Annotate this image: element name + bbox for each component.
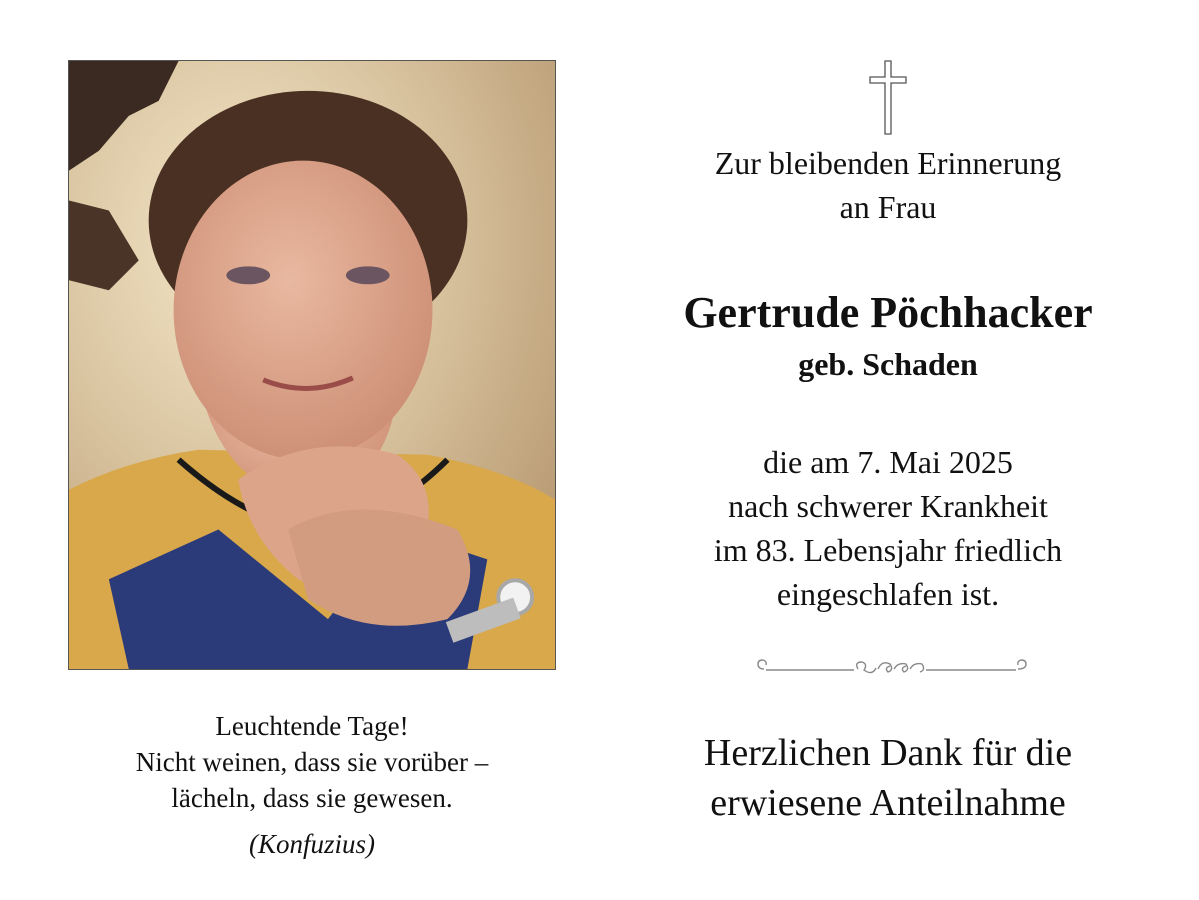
cross-icon [868,60,908,135]
quote-line: Leuchtende Tage! [215,711,409,741]
maiden-name: geb. Schaden [798,346,978,382]
thanks-line: Herzlichen Dank für die [703,732,1073,774]
thanks-message [620,728,1156,828]
death-line: eingeschlafen ist. [776,576,1000,612]
intro-line: an Frau [839,189,937,225]
quote-line: Nicht weinen, dass sie vorüber – [135,747,489,777]
deceased-name: Gertrude Pöchhacker [683,288,1093,337]
thanks-line: erwiesene Anteilnahme [710,782,1066,824]
death-line: im 83. Lebensjahr friedlich [713,532,1063,568]
ornament-divider-icon [754,654,1030,684]
quote-block [68,708,556,862]
quote-line: lächeln, dass sie gewesen. [171,783,453,813]
portrait-photo [68,60,556,670]
death-line: die am 7. Mai 2025 [763,444,1013,480]
death-notice [620,440,1156,616]
death-line: nach schwerer Krankheit [728,488,1048,524]
quote-author: (Konfuzius) [248,829,375,859]
intro-line: Zur bleibenden Erinnerung [714,145,1062,181]
intro-text [620,141,1156,229]
